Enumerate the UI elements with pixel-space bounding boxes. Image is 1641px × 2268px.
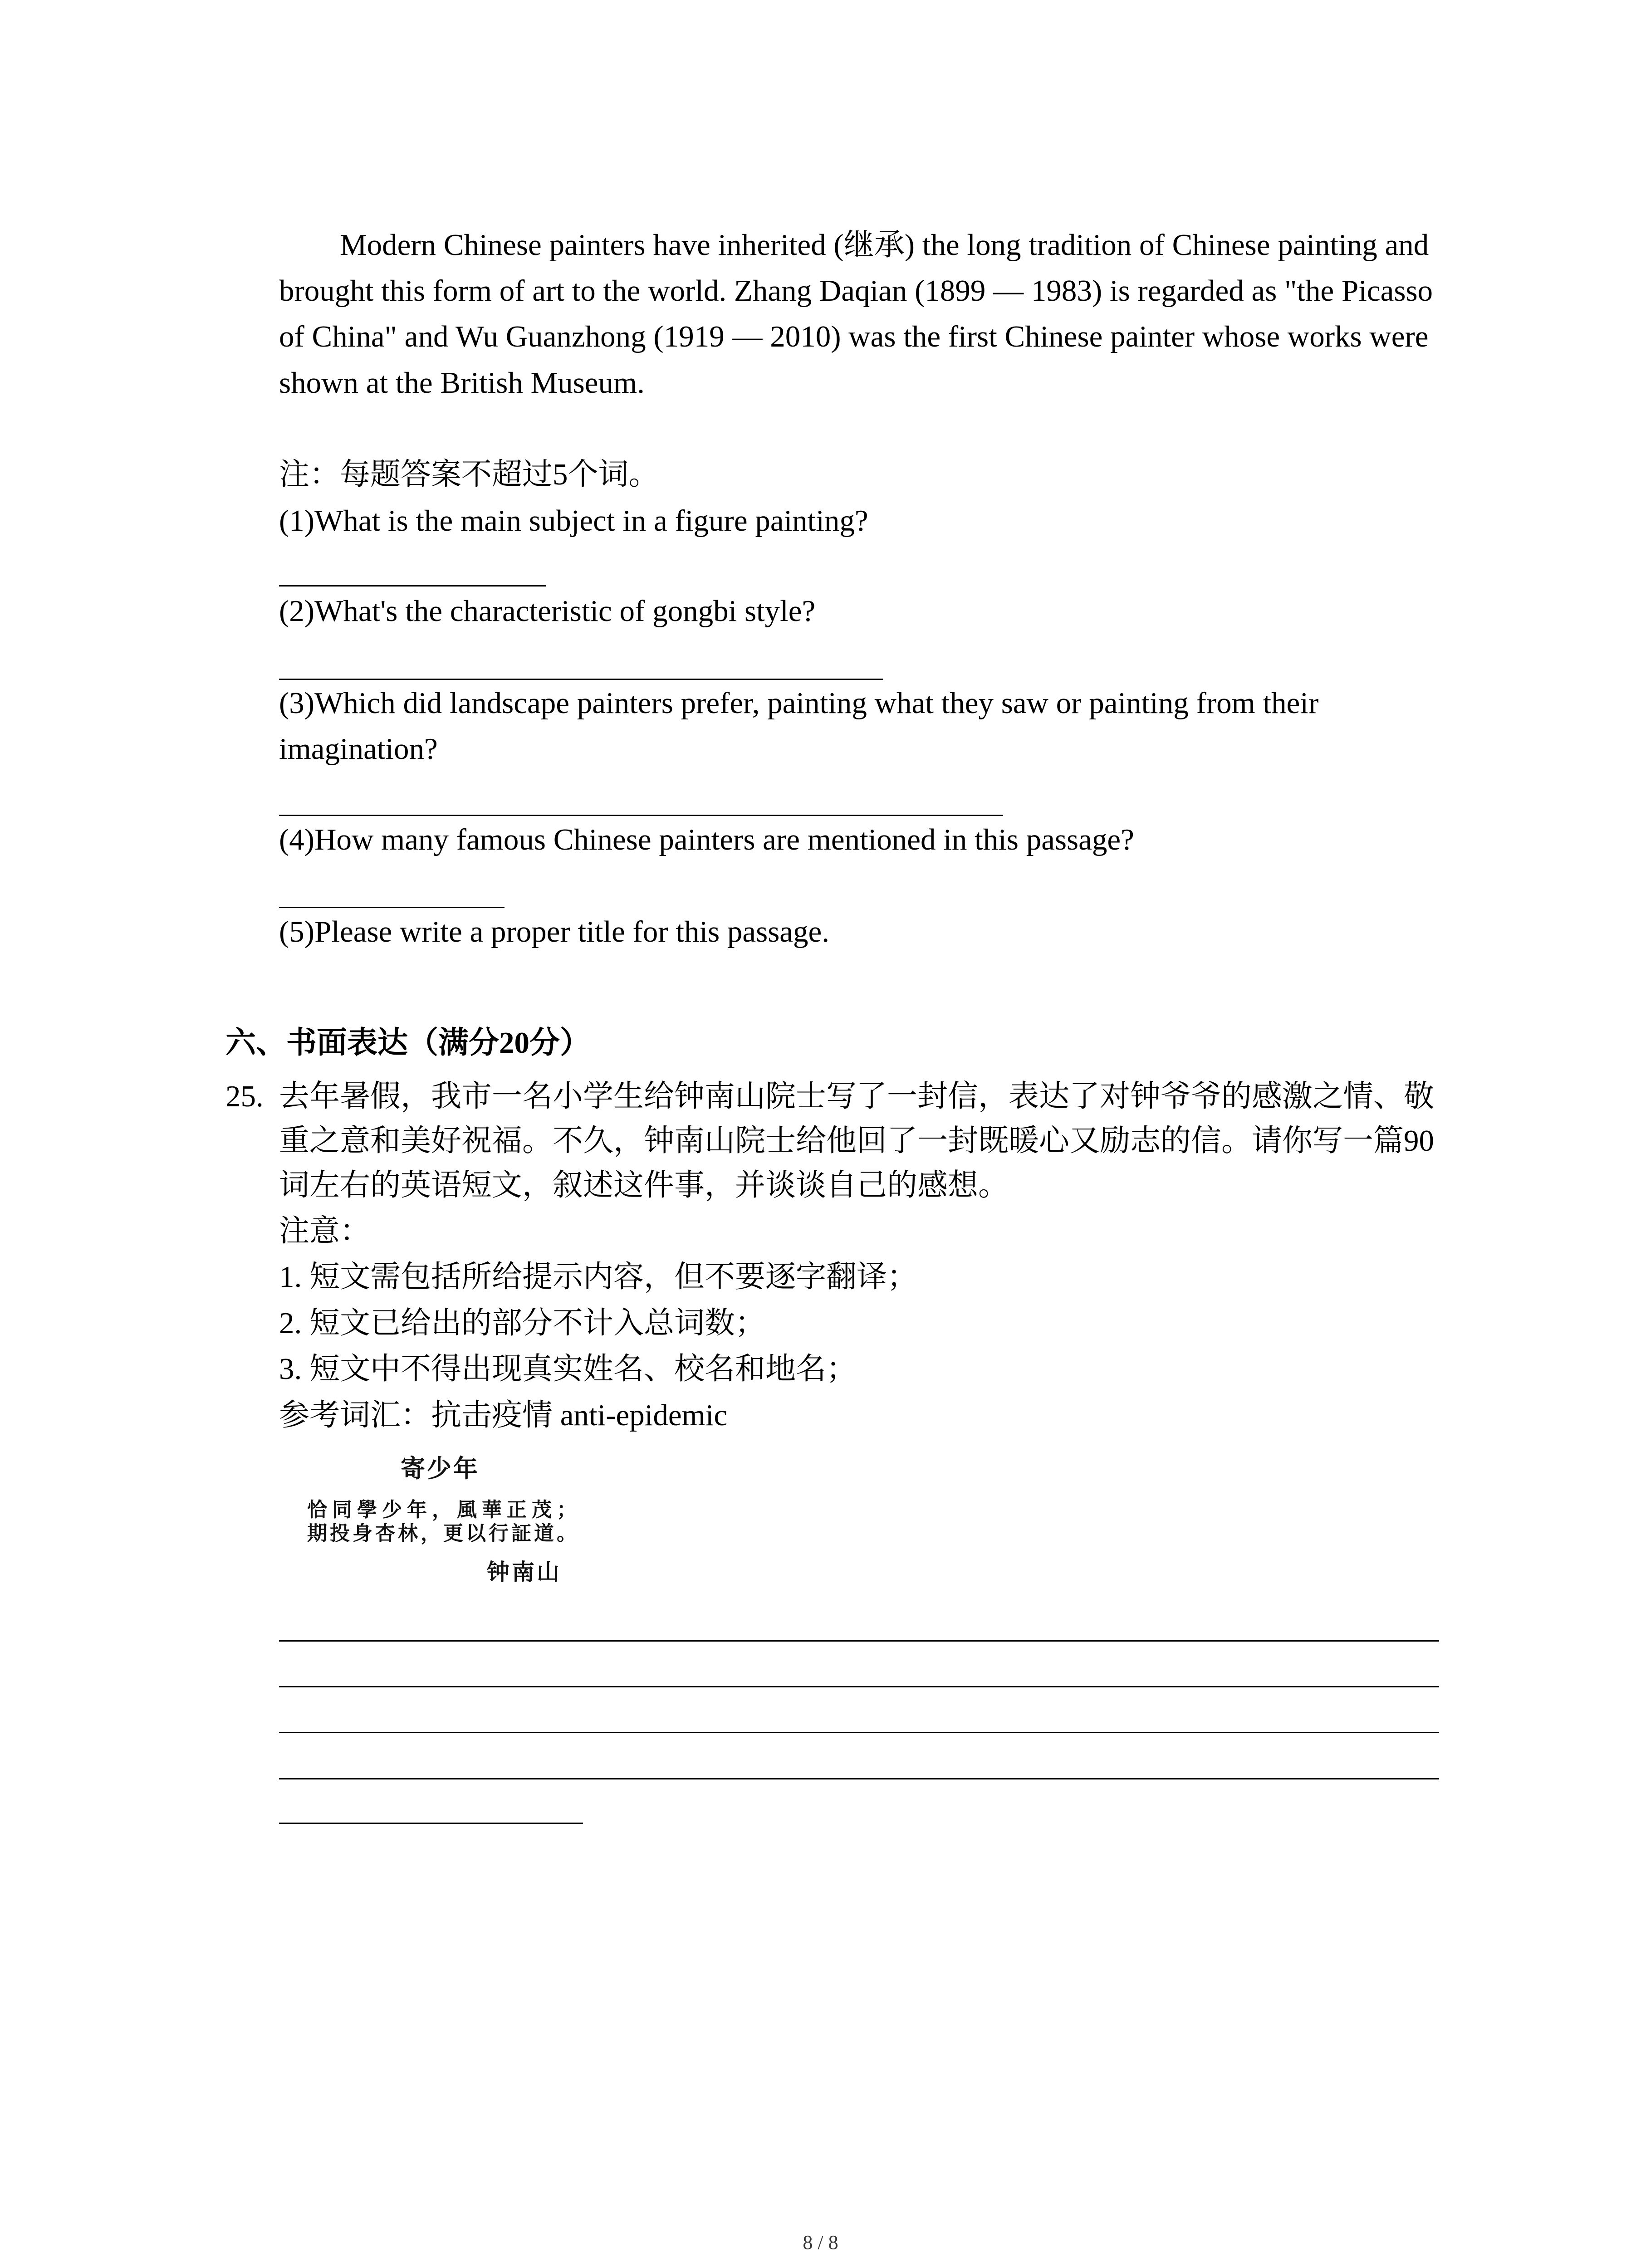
prompt-line: 词左右的英语短文，叙述这件事，并谈谈自己的感想。 bbox=[279, 1168, 1009, 1202]
page-number: 8 / 8 bbox=[803, 2231, 838, 2253]
answer-blank-3 bbox=[279, 815, 1003, 816]
passage-line: brought this form of art to the world. Zhang Daqian (1899 — 1983) is regarded as "the Picasso bbox=[279, 274, 1433, 308]
writing-line bbox=[279, 1732, 1439, 1733]
question-4: (4)How many famous Chinese painters are mentioned in this passage? bbox=[279, 823, 1134, 856]
writing-line bbox=[279, 1823, 583, 1824]
notes-label: 注意： bbox=[279, 1214, 370, 1248]
passage-line: Modern Chinese painters have inherited (继承) the long tradition of Chinese painting and bbox=[340, 228, 1429, 262]
answer-length-note: 注：每题答案不超过5个词。 bbox=[279, 458, 659, 491]
prompt-line: 去年暑假，我市一名小学生给钟南山院士写了一封信，表达了对钟爷爷的感激之情、敬 bbox=[279, 1080, 1434, 1113]
passage-line: shown at the British Museum. bbox=[279, 366, 645, 400]
question-1: (1)What is the main subject in a figure painting? bbox=[279, 504, 868, 538]
writing-line bbox=[279, 1686, 1439, 1687]
calligraphy-line: 期投身杏林，更以行証道。 bbox=[307, 1522, 579, 1545]
writing-line bbox=[279, 1640, 1439, 1642]
calligraphy-title: 寄少年 bbox=[401, 1454, 480, 1483]
question-5: (5)Please write a proper title for this passage. bbox=[279, 915, 830, 948]
answer-blank-1 bbox=[279, 585, 546, 587]
passage-line: of China" and Wu Guanzhong (1919 — 2010) was the first Chinese painter whose works were bbox=[279, 320, 1429, 353]
prompt-line: 重之意和美好祝福。不久，钟南山院士给他回了一封既暖心又励志的信。请你写一篇90 bbox=[279, 1124, 1434, 1158]
vocabulary-hint: 参考词汇：抗击疫情 anti-epidemic bbox=[279, 1398, 728, 1432]
calligraphy-signature: 钟南山 bbox=[487, 1559, 562, 1585]
question-3: (3)Which did landscape painters prefer, painting what they saw or painting from their bbox=[279, 686, 1319, 720]
note-item: 1. 短文需包括所给提示内容，但不要逐字翻译； bbox=[279, 1260, 917, 1294]
answer-blank-4 bbox=[279, 907, 505, 908]
writing-line bbox=[279, 1778, 1439, 1779]
section-heading: 六、书面表达（满分20分） bbox=[225, 1026, 590, 1060]
calligraphy-image bbox=[290, 1442, 599, 1592]
calligraphy-line: 恰同學少年，風華正茂； bbox=[307, 1498, 582, 1521]
question-2: (2)What's the characteristic of gongbi style? bbox=[279, 594, 816, 628]
question-number: 25. bbox=[225, 1080, 264, 1113]
note-item: 2. 短文已给出的部分不计入总词数； bbox=[279, 1306, 765, 1340]
note-item: 3. 短文中不得出现真实姓名、校名和地名； bbox=[279, 1352, 857, 1386]
question-3-continued: imagination? bbox=[279, 732, 438, 766]
answer-blank-2 bbox=[279, 679, 883, 680]
